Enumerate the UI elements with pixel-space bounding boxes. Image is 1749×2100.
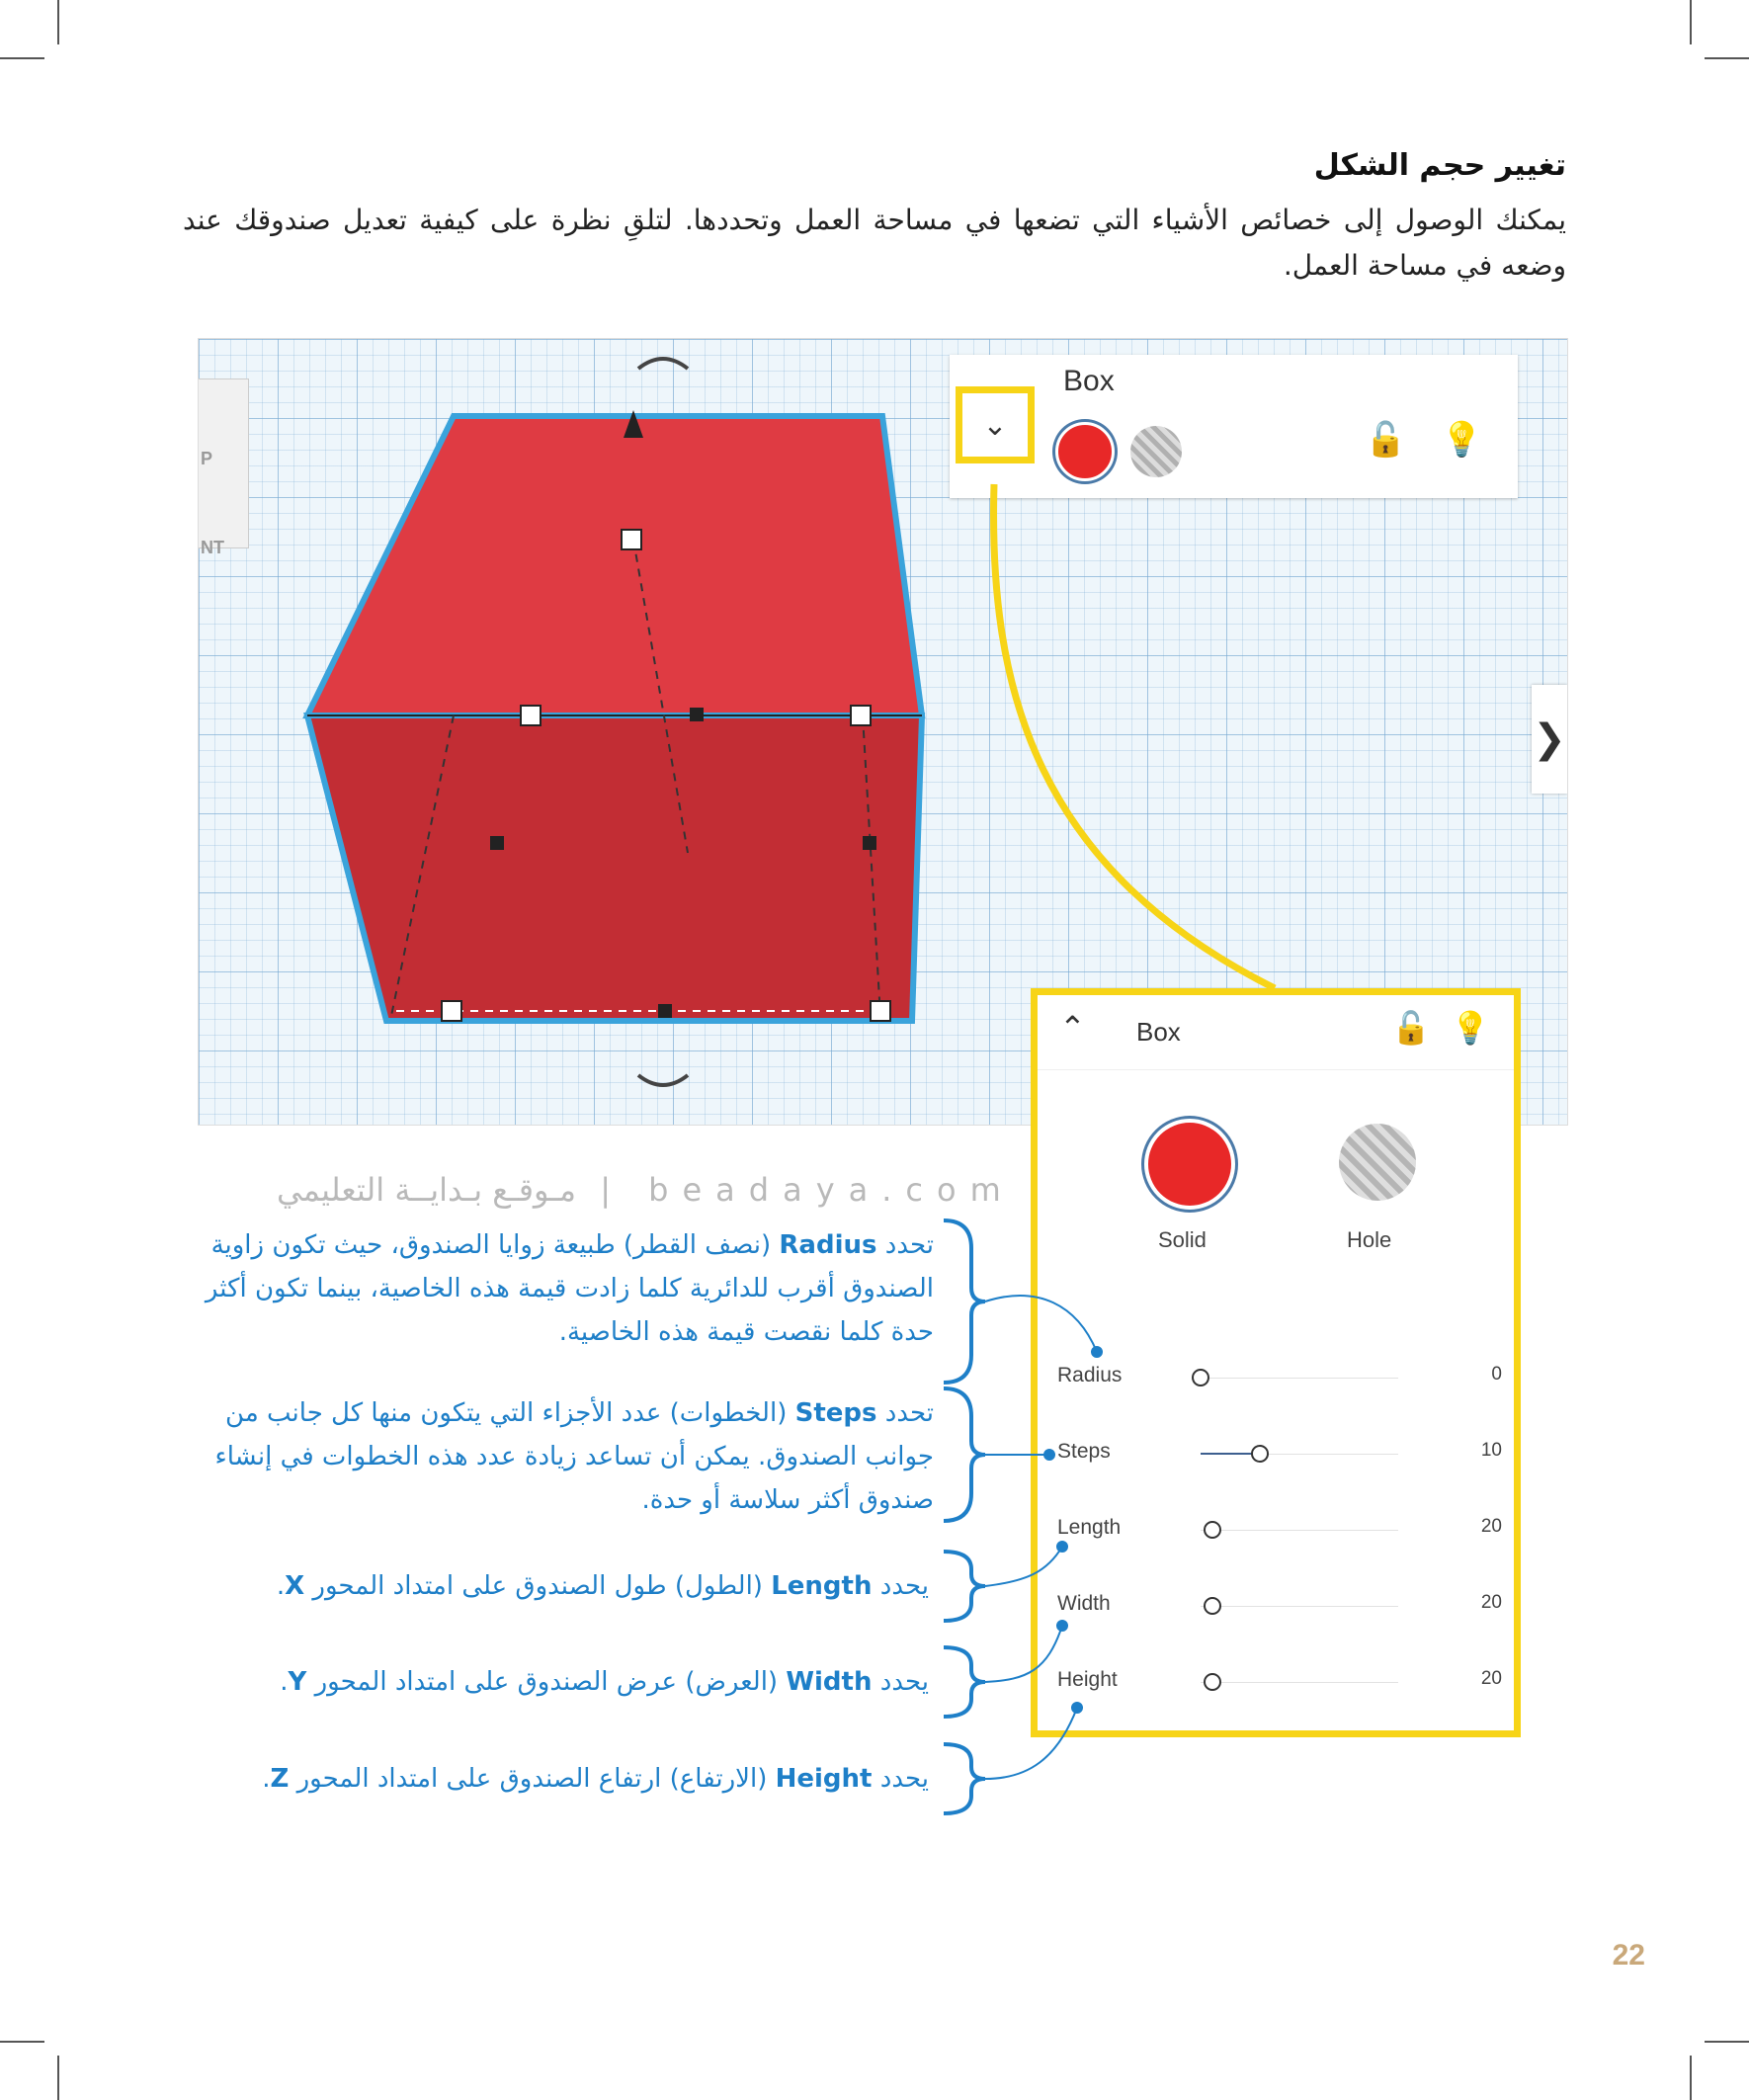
axis-y: Y	[288, 1667, 307, 1697]
crop-mark	[57, 0, 59, 44]
expand-chevron-button[interactable]	[956, 386, 1035, 463]
radius-term: Radius	[779, 1230, 877, 1260]
length-term: Length	[771, 1571, 873, 1601]
hole-label: Hole	[1347, 1227, 1392, 1252]
box-face-lower	[307, 715, 922, 1021]
property-value[interactable]: 20	[1480, 1592, 1502, 1613]
crop-mark	[0, 57, 44, 59]
hole-swatch[interactable]	[1130, 426, 1182, 477]
property-label: Height	[1057, 1668, 1118, 1691]
property-value[interactable]: 0	[1491, 1364, 1502, 1385]
collapse-side-panel-arrow[interactable]: ❯	[1532, 685, 1567, 794]
property-row-radius	[1057, 1364, 1502, 1393]
property-slider-knob[interactable]	[1251, 1445, 1269, 1463]
box-face-upper	[307, 416, 922, 715]
page-number: 22	[1612, 1939, 1645, 1972]
height-term: Height	[775, 1764, 873, 1794]
solid-swatch[interactable]	[1144, 1119, 1235, 1210]
crop-mark	[0, 2041, 44, 2043]
width-annotation: يحدد Width (العرض) عرض الصندوق على امتداد المحور Y.	[280, 1667, 929, 1697]
property-slider-track[interactable]	[1201, 1530, 1398, 1531]
property-value[interactable]: 20	[1480, 1668, 1502, 1689]
length-annotation: يحدد Length (الطول) طول الصندوق على امتداد المحور X.	[276, 1571, 929, 1601]
property-value[interactable]: 10	[1480, 1440, 1502, 1461]
solid-label: Solid	[1158, 1227, 1207, 1252]
viewcube-front-label: NT	[201, 538, 224, 557]
solid-color-swatch[interactable]	[1055, 422, 1115, 481]
chevron-up-icon[interactable]: ⌃	[1059, 1009, 1086, 1047]
width-term: Width	[786, 1667, 873, 1697]
property-row-width	[1057, 1592, 1502, 1622]
property-label: Length	[1057, 1516, 1122, 1539]
unlock-icon[interactable]: 🔓	[1391, 1009, 1431, 1047]
property-row-height	[1057, 1668, 1502, 1698]
steps-term: Steps	[794, 1398, 877, 1428]
property-row-steps	[1057, 1440, 1502, 1470]
intro-paragraph: يمكنك الوصول إلى خصائص الأشياء التي تضعها في مساحة العمل وتحددها. لتلقِ نظرة على كيفية تعديل صندوقك عند وضعه في مساحة العمل.	[183, 204, 1566, 282]
property-slider-knob[interactable]	[1204, 1673, 1221, 1691]
property-slider-knob[interactable]	[1204, 1521, 1221, 1539]
radius-annotation: تحدد Radius (نصف القطر) طبيعة زوايا الصندوق، حيث تكون زاوية الصندوق أقرب للدائرية كلما زادت قيمة هذه الخاصية، بينما تكون أكثر حدة كلما نقصت قيمة هذه الخاصية.	[205, 1230, 934, 1347]
crop-mark	[1690, 2056, 1692, 2100]
shape-inspector-collapsed	[950, 355, 1518, 498]
property-slider-track[interactable]	[1201, 1606, 1398, 1607]
crop-mark	[57, 2056, 59, 2100]
unlock-icon[interactable]: 🔓	[1365, 420, 1407, 460]
lightbulb-icon[interactable]: 💡	[1441, 420, 1483, 460]
property-slider-track[interactable]	[1201, 1378, 1398, 1379]
shape-title: Box	[1063, 365, 1115, 397]
watermark: beadaya.com | مـوقـع بـدايــة التعليمي	[277, 1171, 1015, 1209]
property-label: Steps	[1057, 1440, 1111, 1463]
panel-title: Box	[1136, 1017, 1181, 1047]
property-label: Width	[1057, 1592, 1111, 1615]
steps-annotation: تحدد Steps (الخطوات) عدد الأجزاء التي يتكون منها كل جانب من جوانب الصندوق. يمكن أن تساعد زيادة عدد هذه الخطوات في إنشاء صندوق أكثر سلاسة أو حدة.	[214, 1398, 934, 1515]
viewcube-top-label: P	[201, 449, 213, 468]
height-annotation: يحدد Height (الارتفاع) ارتفاع الصندوق على امتداد المحور Z.	[262, 1764, 929, 1794]
property-slider-knob[interactable]	[1204, 1597, 1221, 1615]
property-slider-knob[interactable]	[1192, 1369, 1209, 1386]
shape-inspector-expanded	[1031, 988, 1521, 1737]
crop-mark	[1705, 2041, 1749, 2043]
crop-mark	[1690, 0, 1692, 44]
hole-swatch[interactable]	[1339, 1124, 1416, 1201]
lightbulb-icon[interactable]: 💡	[1451, 1009, 1490, 1047]
section-heading: تغيير حجم الشكل	[1313, 148, 1566, 183]
crop-mark	[1705, 57, 1749, 59]
property-value[interactable]: 20	[1480, 1516, 1502, 1537]
panel-divider	[1038, 1069, 1514, 1070]
axis-x: X	[285, 1571, 305, 1601]
property-slider-track[interactable]	[1201, 1682, 1398, 1683]
axis-z: Z	[270, 1764, 290, 1794]
property-row-length	[1057, 1516, 1502, 1546]
chevron-down-icon: ⌄	[982, 407, 1008, 443]
property-label: Radius	[1057, 1364, 1123, 1386]
